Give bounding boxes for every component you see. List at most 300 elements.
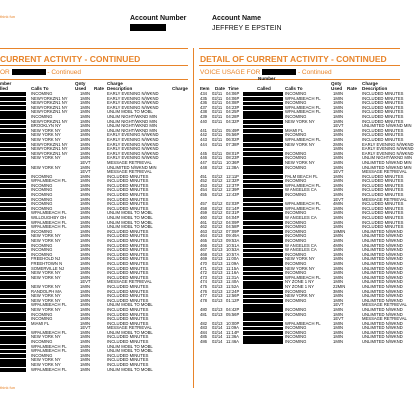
item-cell: 459 [200,210,207,216]
calls-to-cell: BROOKLYN NY [31,123,61,129]
qty-cell: 1MIN [80,205,91,211]
qty-cell: 3MIN [333,288,344,294]
item-cell: 462 [200,224,207,230]
time-cell: 10:57A [226,251,240,257]
qty-cell: 1MIN [333,100,344,106]
qty-cell: 1MIN [80,146,91,152]
qty-cell: 1MIN [333,173,344,179]
right-header-date: Date [215,86,225,91]
charge-desc-cell: EARLY EVENING N/WKND [362,150,414,156]
item-cell: 440 [200,118,207,124]
qty-cell: 1MIN [333,118,344,124]
qty-cell: 1MIN [333,311,344,317]
time-cell: 01:12P [226,297,240,303]
charge-desc-cell: INCLUDED MINUTES [362,192,404,198]
date-cell: 02/14 [212,334,223,340]
charge-desc-cell: MESSAGE RETRIEVAL [362,302,407,308]
charge-desc-cell: MESSAGE RETRIEVAL [362,316,407,322]
calls-to-cell: W ANGELES CA [285,242,317,248]
qty-cell: 1MIN [80,242,91,248]
charge-desc-cell: MESSAGE RETRIEVAL [107,169,152,175]
date-cell: 02/11 [212,118,223,124]
qty-cell: 1MIN [333,205,344,211]
calls-to-cell: INCOMING [285,329,307,335]
qty-cell: 1MIN [333,274,344,280]
date-cell: 02/11 [212,136,223,142]
charge-desc-cell: UNLIMITED N/WKND [362,311,403,317]
charge-desc-cell: INCLUDED MINUTES [107,251,149,257]
qty-cell: 1MIN [80,274,91,280]
right-header-item: Item [200,86,210,91]
date-cell: 02/13 [212,256,223,262]
right-header-time: Time [228,86,239,91]
date-cell: 02/13 [212,306,223,312]
charge-desc-cell: UNLIMITED N/WKND MIN [107,164,157,170]
qty-cell: 1MIN [333,210,344,216]
qty-cell: 1MIN [80,164,91,170]
charge-desc-cell: INCLUDED MINUTES [107,247,149,253]
charge-desc-cell: EARLY EVENING N/WKND [107,141,159,147]
time-cell: 11:36A [226,334,239,340]
qty-cell: 1MIN [333,95,344,101]
time-cell: 11:09A [226,260,239,266]
charge-desc-cell: INCLUDED MINUTES [107,320,149,326]
qty-cell: 1MIN [80,320,91,326]
item-cell: 486 [200,339,207,345]
qty-cell: 1EVT [80,325,91,331]
qty-cell: 1EVT [80,159,91,165]
column-divider [193,48,194,388]
qty-cell: 1MIN [333,279,344,285]
right-header-charge-desc: Charge Description [362,81,388,91]
date-cell: 02/11 [212,127,223,133]
charge-desc-cell: UNLIMITED N/WKND MIN [362,159,412,165]
time-cell: 07:09P [226,228,240,234]
qty-cell: 1MIN [80,329,91,335]
item-cell: 483 [200,325,207,331]
charge-desc-cell: EARLY EVENING N/WKND [362,146,414,152]
charge-desc-cell: INCLUDED MINUTES [107,228,149,234]
charge-desc-cell: EARLY EVENING N/WKND [107,100,159,106]
charge-desc-cell: INCLUDED MINUTES [107,316,149,322]
charge-desc-cell: UNLIMITED N/WKND [362,325,403,331]
qty-cell: 1MIN [80,228,91,234]
calls-to-cell: INCOMING [31,187,53,193]
qty-cell: 1MIN [80,334,91,340]
time-cell: 02:31P [226,210,240,216]
date-cell: 02/12 [212,201,223,207]
qty-cell: 1MIN [80,293,91,299]
calls-to-cell: WILLOUGHBY OH [31,215,67,221]
qty-cell: 1MIN [80,187,91,193]
charge-desc-cell: EARLY EVENING N/WKND [107,155,159,161]
charge-desc-cell: UNLIMITED N/WKND [362,260,403,266]
item-cell: 434 [200,91,207,96]
date-cell: 02/13 [212,238,223,243]
calls-to-cell: INCOMING [31,247,53,253]
charge-desc-cell: INCLUDED MINUTES [107,357,149,363]
charge-desc-cell: UNLIMITED N/WKND [362,242,403,248]
date-cell: 02/12 [212,219,223,225]
time-cell: 10:53A [226,247,240,253]
calls-to-cell: NEWYORKZN1 NY [31,95,68,101]
left-call-table [0,92,190,372]
charge-desc-cell: INCLUDED MINUTES [107,297,149,303]
calls-to-cell: INCOMING [285,224,307,230]
calls-to-cell: INCOMING [31,205,53,211]
time-cell: 04:09P [226,219,240,225]
charge-desc-cell: UNLIMITED N/WKND [362,297,403,303]
charge-desc-cell: INCLUDED MINUTES [107,260,149,266]
qty-cell: 1MIN [80,215,91,221]
charge-desc-cell: INCLUDED MINUTES [107,173,149,179]
left-section-title: CURRENT ACTIVITY - CONTINUED [0,54,141,64]
calls-to-cell: INCOMING [285,297,307,303]
qty-cell: 1MIN [333,113,344,119]
left-subtitle-suffix: - Continued [47,69,81,76]
qty-cell: 1MIN [333,293,344,299]
calls-to-cell: NY ZONE 1 NY [285,279,315,285]
charge-desc-cell: INCLUDED MINUTES [107,362,149,368]
charge-desc-cell: UNLIMITED N/WKND [362,247,403,253]
charge-desc-cell: UNLIMITED N/WKND [362,293,403,299]
calls-to-cell: INCOMING [31,196,53,202]
date-cell: 02/12 [212,173,223,179]
charge-desc-cell: MESSAGE RETRIEVAL [362,196,407,202]
right-subtitle-suffix: - Continued [297,69,332,76]
calls-to-cell: INCOMING [31,251,53,257]
date-cell: 02/11 [212,113,223,119]
date-cell: 02/11 [212,95,223,101]
charge-desc-cell: UNLIMITED N/WKND [362,329,403,335]
item-cell: 466 [200,242,207,248]
calls-to-cell: INCOMING [285,164,307,170]
charge-desc-cell: EARLY EVENING N/WKND [362,141,414,147]
qty-cell: 1MIN [80,247,91,253]
left-header-rate: Rate [94,86,104,91]
date-cell: 02/11 [212,141,223,147]
item-cell: 481 [200,311,207,317]
charge-desc-cell: INCLUDED MINUTES [107,265,149,271]
qty-cell: 1MIN [80,362,91,368]
time-cell: 11:40A [226,279,239,285]
calls-to-cell: WPALMBEACH FL [31,219,67,225]
time-cell: 09:49A [226,233,240,239]
qty-cell: 1MIN [80,182,91,188]
item-cell: 446 [200,155,207,161]
date-cell: 02/11 [212,104,223,110]
date-cell: 02/13 [212,270,223,276]
calls-to-cell: MIAMI FL [31,320,50,326]
calls-to-cell: WPALMBEACH FL [285,182,321,188]
calls-to-cell: INCOMING [285,150,307,156]
calls-to-cell: NEW YORK NY [31,297,61,303]
charge-desc-cell: UNLIMITED N/WKND [362,334,403,340]
qty-cell: 1MIN [333,91,344,96]
charge-desc-cell: UNLIMITED N/WKND [362,283,403,289]
calls-to-cell: INCOMING [285,238,307,243]
qty-cell: 1MIN [80,339,91,345]
charge-desc-cell: INCLUDED MINUTES [362,100,404,106]
item-cell: 445 [200,150,207,156]
charge-desc-cell: EARLY EVENING N/WKND [107,150,159,156]
charge-desc-cell: INCLUDED MINUTES [362,173,404,179]
calls-to-cell: NEWYORKZN1 NY [31,146,68,152]
left-top-rule [0,48,188,49]
calls-to-cell: WPALMBEACH FL [285,136,321,142]
charge-desc-cell: INCLUDED MINUTES [362,132,404,138]
charge-desc-cell: INCLUDED MINUTES [107,339,149,345]
right-header-calls-to: Calls To [285,86,303,91]
qty-cell: 1MIN [80,150,91,156]
left-header-called: lled [0,86,8,91]
charge-desc-cell: EARLY EVENING N/WKND [107,104,159,110]
calls-to-cell: NEW YORK NY [285,265,315,271]
calls-to-cell: NEW YORK NY [31,306,61,312]
qty-cell: 1MIN [80,288,91,294]
charge-desc-cell: UNLIMITED N/WKND MIN [362,123,412,129]
date-cell: 02/12 [212,187,223,193]
item-cell: 451 [200,173,207,179]
qty-cell: 1MIN [80,118,91,124]
qty-cell: 1EVT [333,196,344,202]
time-cell: 04:28P [226,113,240,119]
calls-to-cell: INCOMING [31,339,53,345]
qty-cell: 1MIN [80,306,91,312]
date-cell: 02/14 [212,339,223,345]
date-cell: 02/14 [212,325,223,331]
qty-cell: 1MIN [80,192,91,198]
qty-cell: 1MIN [333,127,344,133]
calls-to-cell: NEW YORK NY [31,362,61,368]
charge-desc-cell: INCLUDED MINUTES [107,306,149,312]
qty-cell: 1MIN [333,339,344,345]
charge-desc-cell: INCLUDED MINUTES [362,210,404,216]
qty-cell: 1MIN [333,238,344,243]
qty-cell: 1MIN [80,302,91,308]
charge-desc-cell: EARLY EVENING N/WKND [107,132,159,138]
date-cell: 02/13 [212,320,223,326]
date-cell: 02/13 [212,260,223,266]
qty-cell: 1MIN [80,201,91,207]
calls-to-cell: NEW YORK NY [31,293,61,299]
left-header-number-top: mber [0,81,12,86]
calls-to-cell: RANDOLPH MA [31,288,62,294]
calls-to-cell: WPALMBEACH FL [31,178,67,184]
charge-desc-cell: INCLUDED MINUTES [107,196,149,202]
item-cell: 464 [200,233,207,239]
charge-desc-cell: MESSAGE RETRIEVAL [107,325,152,331]
time-cell: 12:37P [226,182,240,188]
calls-to-cell: WPALMBEACH FL [285,109,321,115]
charge-desc-cell: INCLUDED MINUTES [362,136,404,142]
charge-desc-cell: INCLUDED MINUTES [362,118,404,124]
charge-desc-cell: UNLIMITED N/WKND MIN [362,164,412,170]
date-cell: 02/13 [212,242,223,248]
qty-cell: 1MIN [80,357,91,363]
charge-desc-cell: UNLIMITED N/WKND [362,274,403,280]
calls-to-cell: INCOMING [31,201,53,207]
qty-cell: 4MIN [333,201,344,207]
time-cell: 10:00P [226,320,240,326]
calls-to-cell: WPALMBEACH FL [285,95,321,101]
charge-desc-cell: INCLUDED MINUTES [107,334,149,340]
charge-desc-cell: INCLUDED MINUTES [362,224,404,230]
qty-cell: 1EVT [333,123,344,129]
table-row [0,368,190,373]
time-cell: 12:39P [226,187,240,193]
item-cell: 463 [200,228,207,234]
time-cell: 10:36P [226,159,240,165]
charge-desc-cell: EARLY EVENING N/WKND [107,146,159,152]
time-cell: 12:24P [226,288,240,294]
calls-to-cell: NEWYORKZN1 NY [31,150,68,156]
qty-cell: 1MIN [80,348,91,354]
calls-to-cell: INCOMING [285,192,307,198]
calls-to-cell: NEW YORK NY [31,270,61,276]
qty-cell: 1MIN [80,311,91,317]
qty-cell: 4MIN [333,242,344,248]
time-cell: 06:02P [226,136,240,142]
left-header-qty: Qnty Used [75,81,87,91]
charge-desc-cell: UNLIM MOBL TO MOBL [107,224,153,230]
charge-desc-cell: INCLUDED MINUTES [107,288,149,294]
date-cell: 02/13 [212,279,223,285]
calls-to-cell: INCOMING [31,182,53,188]
charge-desc-cell: UNLIMITED N/WKND [362,233,403,239]
time-cell: 12:43P [226,192,240,198]
charge-desc-cell: INCLUDED MINUTES [107,205,149,211]
calls-to-cell: INCOMING [285,219,307,225]
date-cell: 02/13 [212,311,223,317]
table-row [200,339,403,345]
qty-cell: 1MIN [333,192,344,198]
right-header-qty: Qnty Used [331,81,343,91]
item-cell: 472 [200,270,207,276]
calls-to-cell: INCOMING [285,260,307,266]
charge-desc-cell: UNLIM NIGHT/WKND MIN [107,127,158,133]
qty-cell: 1MIN [80,113,91,119]
charge-desc-cell: INCLUDED MINUTES [362,187,404,193]
charge-desc-cell: UNLIM NIGHT/WKND MIN [107,113,158,119]
qty-cell: 2MIN [333,141,344,147]
item-cell: 465 [200,238,207,243]
calls-to-cell: NEW YORK NY [285,159,315,165]
qty-cell: 1MIN [333,270,344,276]
calls-to-cell: INCOMING [31,173,53,179]
left-subtitle-prefix: OR [0,69,10,76]
calls-to-cell: NEW YORK NY [31,274,61,280]
item-cell: 474 [200,279,207,285]
time-cell: 08:01P [226,150,240,156]
charge-desc-cell: INCLUDED MINUTES [362,91,404,96]
calls-to-cell: NEW YORK NY [285,293,315,299]
calls-to-cell: INCOMING [31,113,53,119]
calls-to-cell: INCOMING [285,178,307,184]
right-header-number-top: Number [258,76,276,81]
charge-desc-cell: UNLIMITED N/WKND [362,256,403,262]
qty-cell: 1MIN [333,329,344,335]
calls-to-cell: WPALMBEACH FL [31,329,67,335]
charge-desc-cell: INCLUDED MINUTES [362,109,404,115]
calls-to-cell: SOMERVILLE NJ [31,265,64,271]
date-cell: 02/12 [212,182,223,188]
item-cell: 485 [200,334,207,340]
left-mid-rule [0,65,188,66]
qty-cell: 1MIN [333,306,344,312]
item-cell: 468 [200,251,207,257]
charge-desc-cell: INCLUDED MINUTES [107,187,149,193]
calls-to-cell: INCOMING [31,228,53,234]
qty-cell: 1MIN [80,141,91,147]
date-cell: 02/14 [212,329,223,335]
calls-to-cell: NEW YORK NY [31,136,61,142]
qty-cell: 1MIN [80,136,91,142]
qty-cell: 1EVT [333,316,344,322]
qty-cell: 1EVT [333,302,344,308]
calls-to-cell: NEW YORK NY [285,118,315,124]
date-cell: 02/12 [212,178,223,184]
calls-to-cell: FREEHOLD NJ [31,256,61,262]
account-name-label: Account Name [212,15,262,22]
item-cell: 454 [200,187,207,193]
calls-to-cell: NEW YORK NY [31,334,61,340]
item-cell: 470 [200,260,207,266]
qty-cell: 1MIN [80,260,91,266]
date-cell: 02/11 [212,91,223,96]
item-cell: 448 [200,164,207,170]
brand-tagline: think fun [0,14,16,19]
time-cell: 04:04P [226,215,240,221]
qty-cell: 1MIN [333,109,344,115]
date-cell: 02/13 [212,283,223,289]
right-section-title: DETAIL OF CURRENT ACTIVITY - CONTINUED [200,54,387,64]
date-cell: 02/11 [212,155,223,161]
item-cell: 478 [200,297,207,303]
date-cell: 02/12 [212,228,223,234]
item-cell: 484 [200,329,207,335]
item-cell: 475 [200,283,207,289]
date-cell: 02/13 [212,233,223,239]
qty-cell: 1MIN [80,123,91,129]
calls-to-cell: INCOMING [285,306,307,312]
calls-to-cell: NEW YORK NY [31,164,61,170]
time-cell: 04:23P [226,104,240,110]
time-cell: 11:46A [226,339,239,345]
right-top-rule [199,48,400,49]
calls-to-cell: INCOMING [285,91,307,96]
qty-cell: 1MIN [333,150,344,156]
qty-cell: 1MIN [80,155,91,161]
qty-cell: 1MIN [333,136,344,142]
calls-to-cell: INCOMING [31,316,53,322]
qty-cell: 1MIN [333,224,344,230]
charge-desc-cell: UNLIMITED N/WKND [362,265,403,271]
time-cell: 12:32P [226,178,240,184]
right-call-table [200,91,414,345]
time-cell: 04:06P [226,95,240,101]
item-cell: 477 [200,293,207,299]
calls-to-cell: WPALMBEACH FL [31,366,67,372]
qty-cell: 1MIN [80,95,91,101]
calls-to-cell: NEW YORK NY [31,357,61,363]
qty-cell: 1MIN [80,132,91,138]
calls-to-cell: INCOMING [285,334,307,340]
charge-desc-cell: INCLUDED MINUTES [362,182,404,188]
redacted-phone-left [12,69,46,75]
calls-to-cell: INCOMING [31,311,53,317]
calls-to-cell: NEWYORKZN1 NY [31,141,68,147]
